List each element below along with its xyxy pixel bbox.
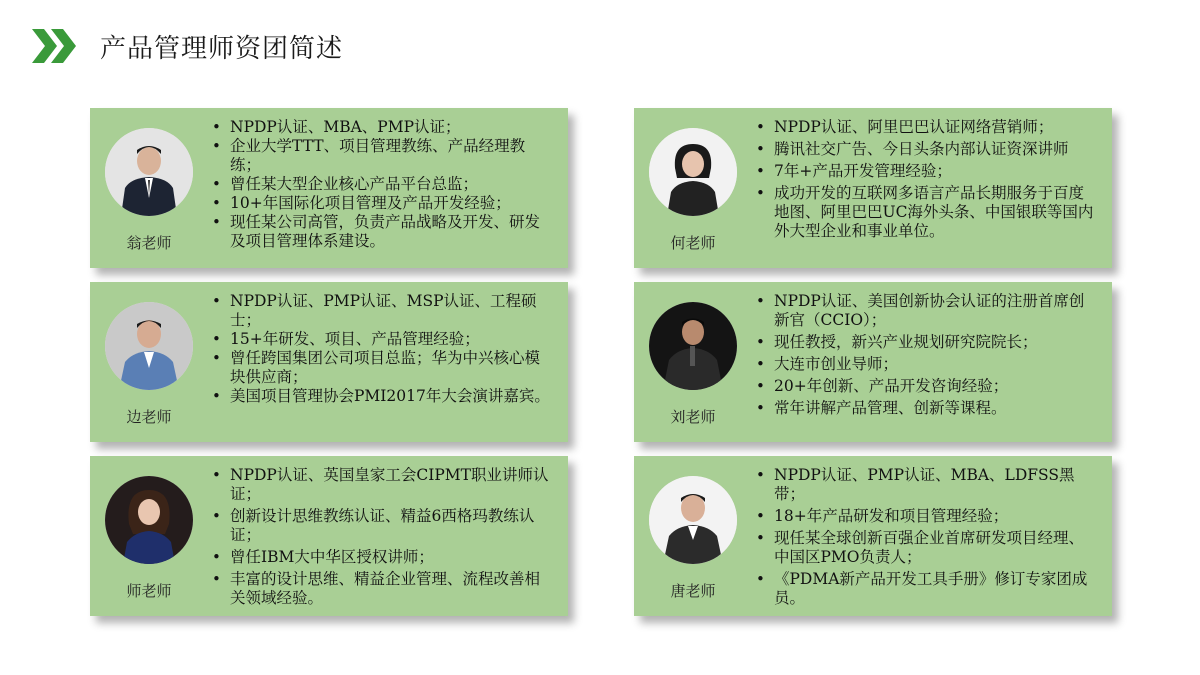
teacher-bullets bbox=[752, 466, 1097, 611]
list-item: • NPDP认证、MBA、PMP认证； bbox=[208, 118, 553, 137]
teacher-card-tang bbox=[634, 456, 1112, 616]
list-item: • 美国项目管理协会PMI2017年大会演讲嘉宾。 bbox=[208, 387, 553, 406]
teacher-bullets bbox=[208, 292, 553, 406]
teacher-name: 唐老师 bbox=[670, 582, 716, 600]
list-item: • 创新设计思维教练认证、精益6西格玛教练认证； bbox=[208, 507, 553, 545]
list-item: • 常年讲解产品管理、创新等课程。 bbox=[752, 399, 1097, 418]
teacher-card-shi bbox=[90, 456, 568, 616]
teacher-name: 何老师 bbox=[670, 234, 716, 252]
list-item: • 曾任IBM大中华区授权讲师； bbox=[208, 548, 553, 567]
teacher-bullets bbox=[208, 466, 553, 611]
teacher-bullets bbox=[752, 292, 1097, 421]
list-item: • 《PDMA新产品开发工具手册》修订专家团成员。 bbox=[752, 570, 1097, 608]
list-item: • 20+年创新、产品开发咨询经验； bbox=[752, 377, 1097, 396]
list-item: • 现任某全球创新百强企业首席研发项目经理、中国区PMO负责人； bbox=[752, 529, 1097, 567]
double-chevron-icon bbox=[30, 27, 80, 65]
avatar bbox=[649, 128, 737, 216]
list-item: • 18+年产品研发和项目管理经验； bbox=[752, 507, 1097, 526]
teacher-bullets bbox=[752, 118, 1097, 244]
teacher-card-liu bbox=[634, 282, 1112, 442]
teacher-name: 边老师 bbox=[126, 408, 172, 426]
teacher-card-he bbox=[634, 108, 1112, 268]
list-item: • 7年+产品开发管理经验； bbox=[752, 162, 1097, 181]
list-item: • 现任教授，新兴产业规划研究院院长； bbox=[752, 333, 1097, 352]
avatar bbox=[649, 476, 737, 564]
list-item: • NPDP认证、英国皇家工会CIPMT职业讲师认证； bbox=[208, 466, 553, 504]
teacher-card-bian bbox=[90, 282, 568, 442]
teacher-bullets bbox=[208, 118, 553, 251]
list-item: • 成功开发的互联网多语言产品长期服务于百度地图、阿里巴巴UC海外头条、中国银联等国内外大型企业和事业单位。 bbox=[752, 184, 1097, 241]
list-item: • 曾任某大型企业核心产品平台总监； bbox=[208, 175, 553, 194]
teacher-name: 翁老师 bbox=[126, 234, 172, 252]
page-title: 产品管理师资团简述 bbox=[100, 33, 344, 64]
avatar bbox=[105, 476, 193, 564]
teacher-card-weng bbox=[90, 108, 568, 268]
avatar bbox=[649, 302, 737, 390]
teacher-name: 刘老师 bbox=[670, 408, 716, 426]
list-item: • NPDP认证、PMP认证、MBA、LDFSS黑带； bbox=[752, 466, 1097, 504]
avatar bbox=[105, 302, 193, 390]
list-item: • 腾讯社交广告、今日头条内部认证资深讲师 bbox=[752, 140, 1097, 159]
list-item: • 现任某公司高管，负责产品战略及开发、研发及项目管理体系建设。 bbox=[208, 213, 553, 251]
list-item: • 曾任跨国集团公司项目总监；华为中兴核心模块供应商； bbox=[208, 349, 553, 387]
list-item: • 10+年国际化项目管理及产品开发经验； bbox=[208, 194, 553, 213]
list-item: • 丰富的设计思维、精益企业管理、流程改善相关领域经验。 bbox=[208, 570, 553, 608]
list-item: • 企业大学TTT、项目管理教练、产品经理教练； bbox=[208, 137, 553, 175]
list-item: • NPDP认证、PMP认证、MSP认证、工程硕士； bbox=[208, 292, 553, 330]
list-item: • 15+年研发、项目、产品管理经验； bbox=[208, 330, 553, 349]
header bbox=[30, 26, 343, 66]
list-item: • NPDP认证、美国创新协会认证的注册首席创新官（CCIO）； bbox=[752, 292, 1097, 330]
avatar bbox=[105, 128, 193, 216]
teacher-name: 师老师 bbox=[126, 582, 172, 600]
list-item: • 大连市创业导师； bbox=[752, 355, 1097, 374]
list-item: • NPDP认证、阿里巴巴认证网络营销师； bbox=[752, 118, 1097, 137]
